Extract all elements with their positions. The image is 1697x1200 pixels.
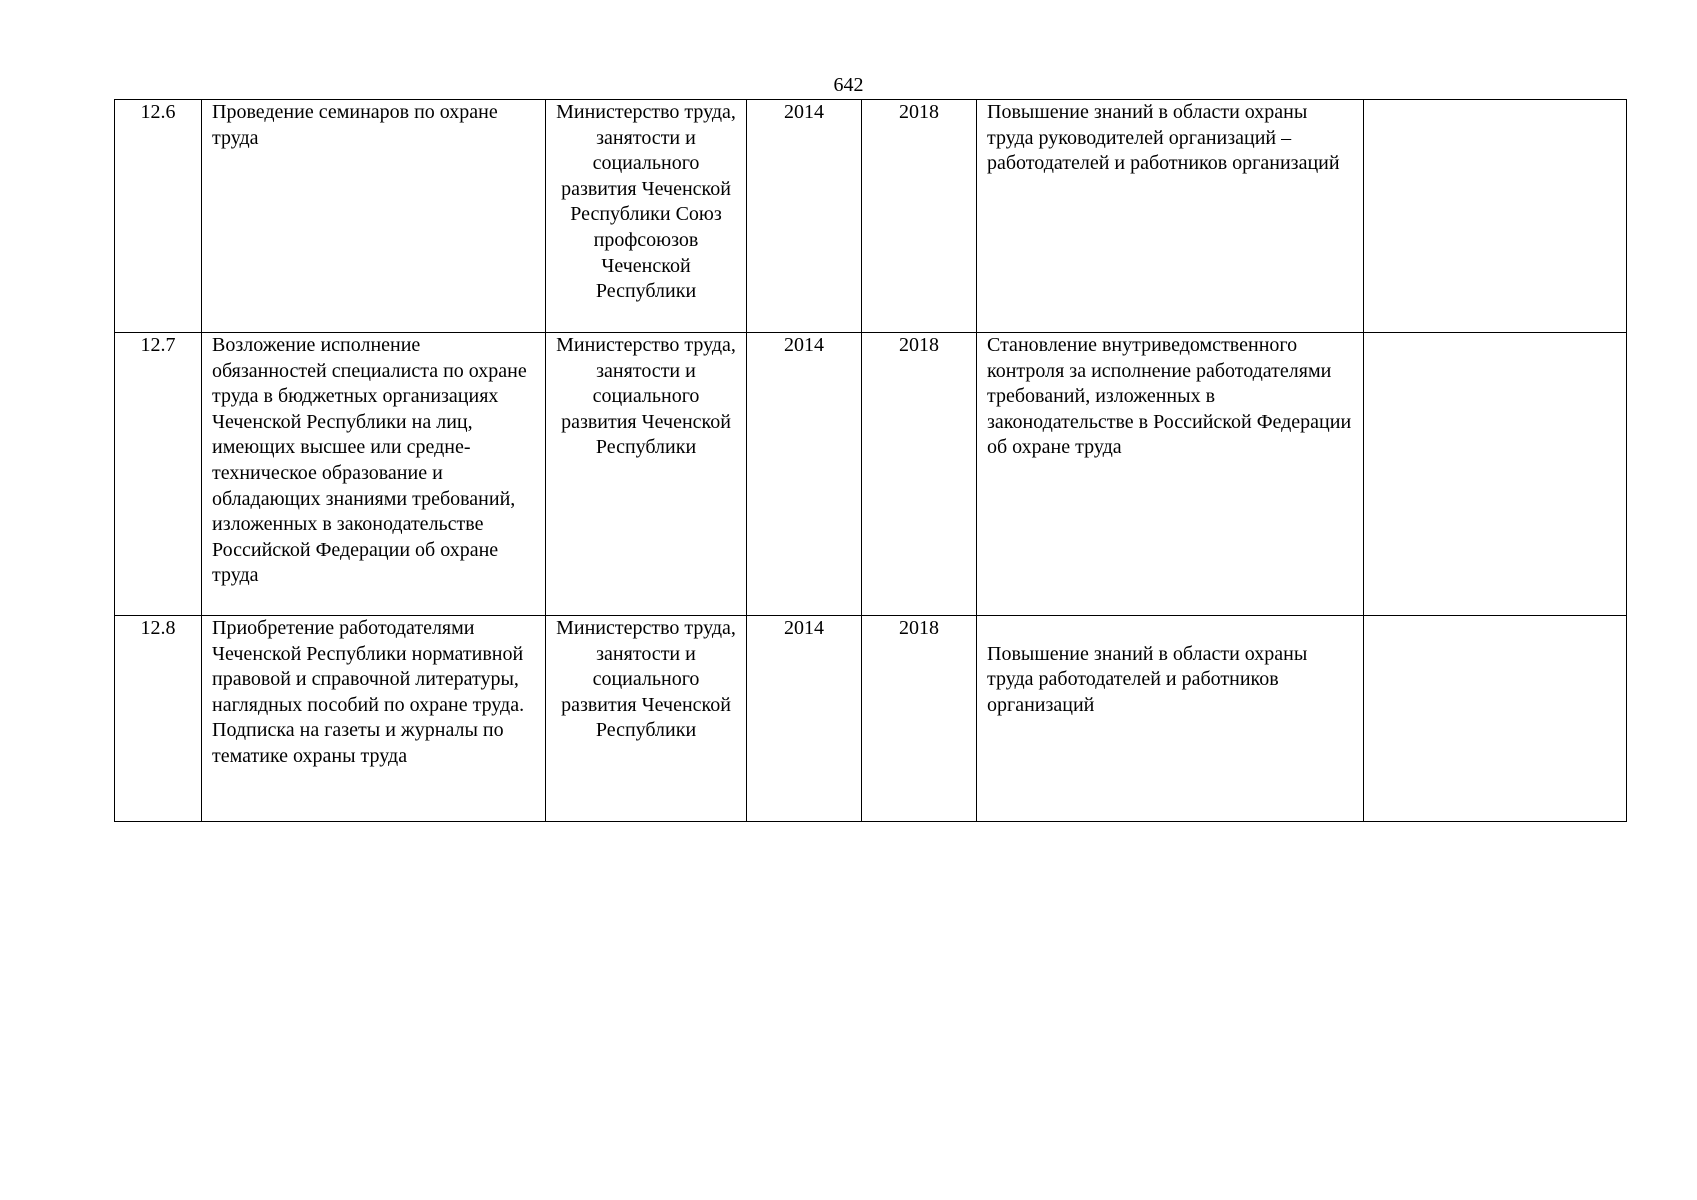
executor: Министерство труда, занятости и социального развития Чеченской Республики bbox=[546, 616, 747, 822]
table-row bbox=[115, 616, 1627, 822]
activity-name: Возложение исполнение обязанностей специалиста по охране труда в бюджетных организациях Чеченской Республики на лиц, имеющих высшее или средне-техническое образование и обладающих знаниями требований, изложенных в законодательстве Российской Федерации об охране труда bbox=[202, 333, 546, 616]
activity-name: Приобретение работодателями Чеченской Республики нормативной правовой и справочной литературы, наглядных пособий по охране труда. Подписка на газеты и журналы по тематике охраны труда bbox=[202, 616, 546, 822]
expected-result: Повышение знаний в области охраны труда руководителей организаций – работодателей и работников организаций bbox=[977, 100, 1364, 333]
executor: Министерство труда, занятости и социального развития Чеченской Республики Союз профсоюзов Чеченской Республики bbox=[546, 100, 747, 333]
expected-result: Становление внутриведомственного контроля за исполнение работодателями требований, изложенных в законодательстве в Российской Федерации об охране труда bbox=[977, 333, 1364, 616]
page-number: 642 bbox=[833, 74, 864, 96]
row-number: 12.7 bbox=[115, 333, 202, 616]
executor: Министерство труда, занятости и социального развития Чеченской Республики bbox=[546, 333, 747, 616]
note-cell bbox=[1364, 100, 1627, 333]
note-cell bbox=[1364, 333, 1627, 616]
row-number: 12.8 bbox=[115, 616, 202, 822]
end-year: 2018 bbox=[862, 616, 977, 822]
start-year: 2014 bbox=[747, 616, 862, 822]
note-cell bbox=[1364, 616, 1627, 822]
start-year: 2014 bbox=[747, 100, 862, 333]
row-number: 12.6 bbox=[115, 100, 202, 333]
end-year: 2018 bbox=[862, 100, 977, 333]
end-year: 2018 bbox=[862, 333, 977, 616]
expected-result: Повышение знаний в области охраны труда работодателей и работников организаций bbox=[977, 616, 1364, 822]
table-row bbox=[115, 333, 1627, 616]
start-year: 2014 bbox=[747, 333, 862, 616]
activity-name: Проведение семинаров по охране труда bbox=[202, 100, 546, 333]
activities-table bbox=[114, 99, 1627, 822]
table-row bbox=[115, 100, 1627, 333]
